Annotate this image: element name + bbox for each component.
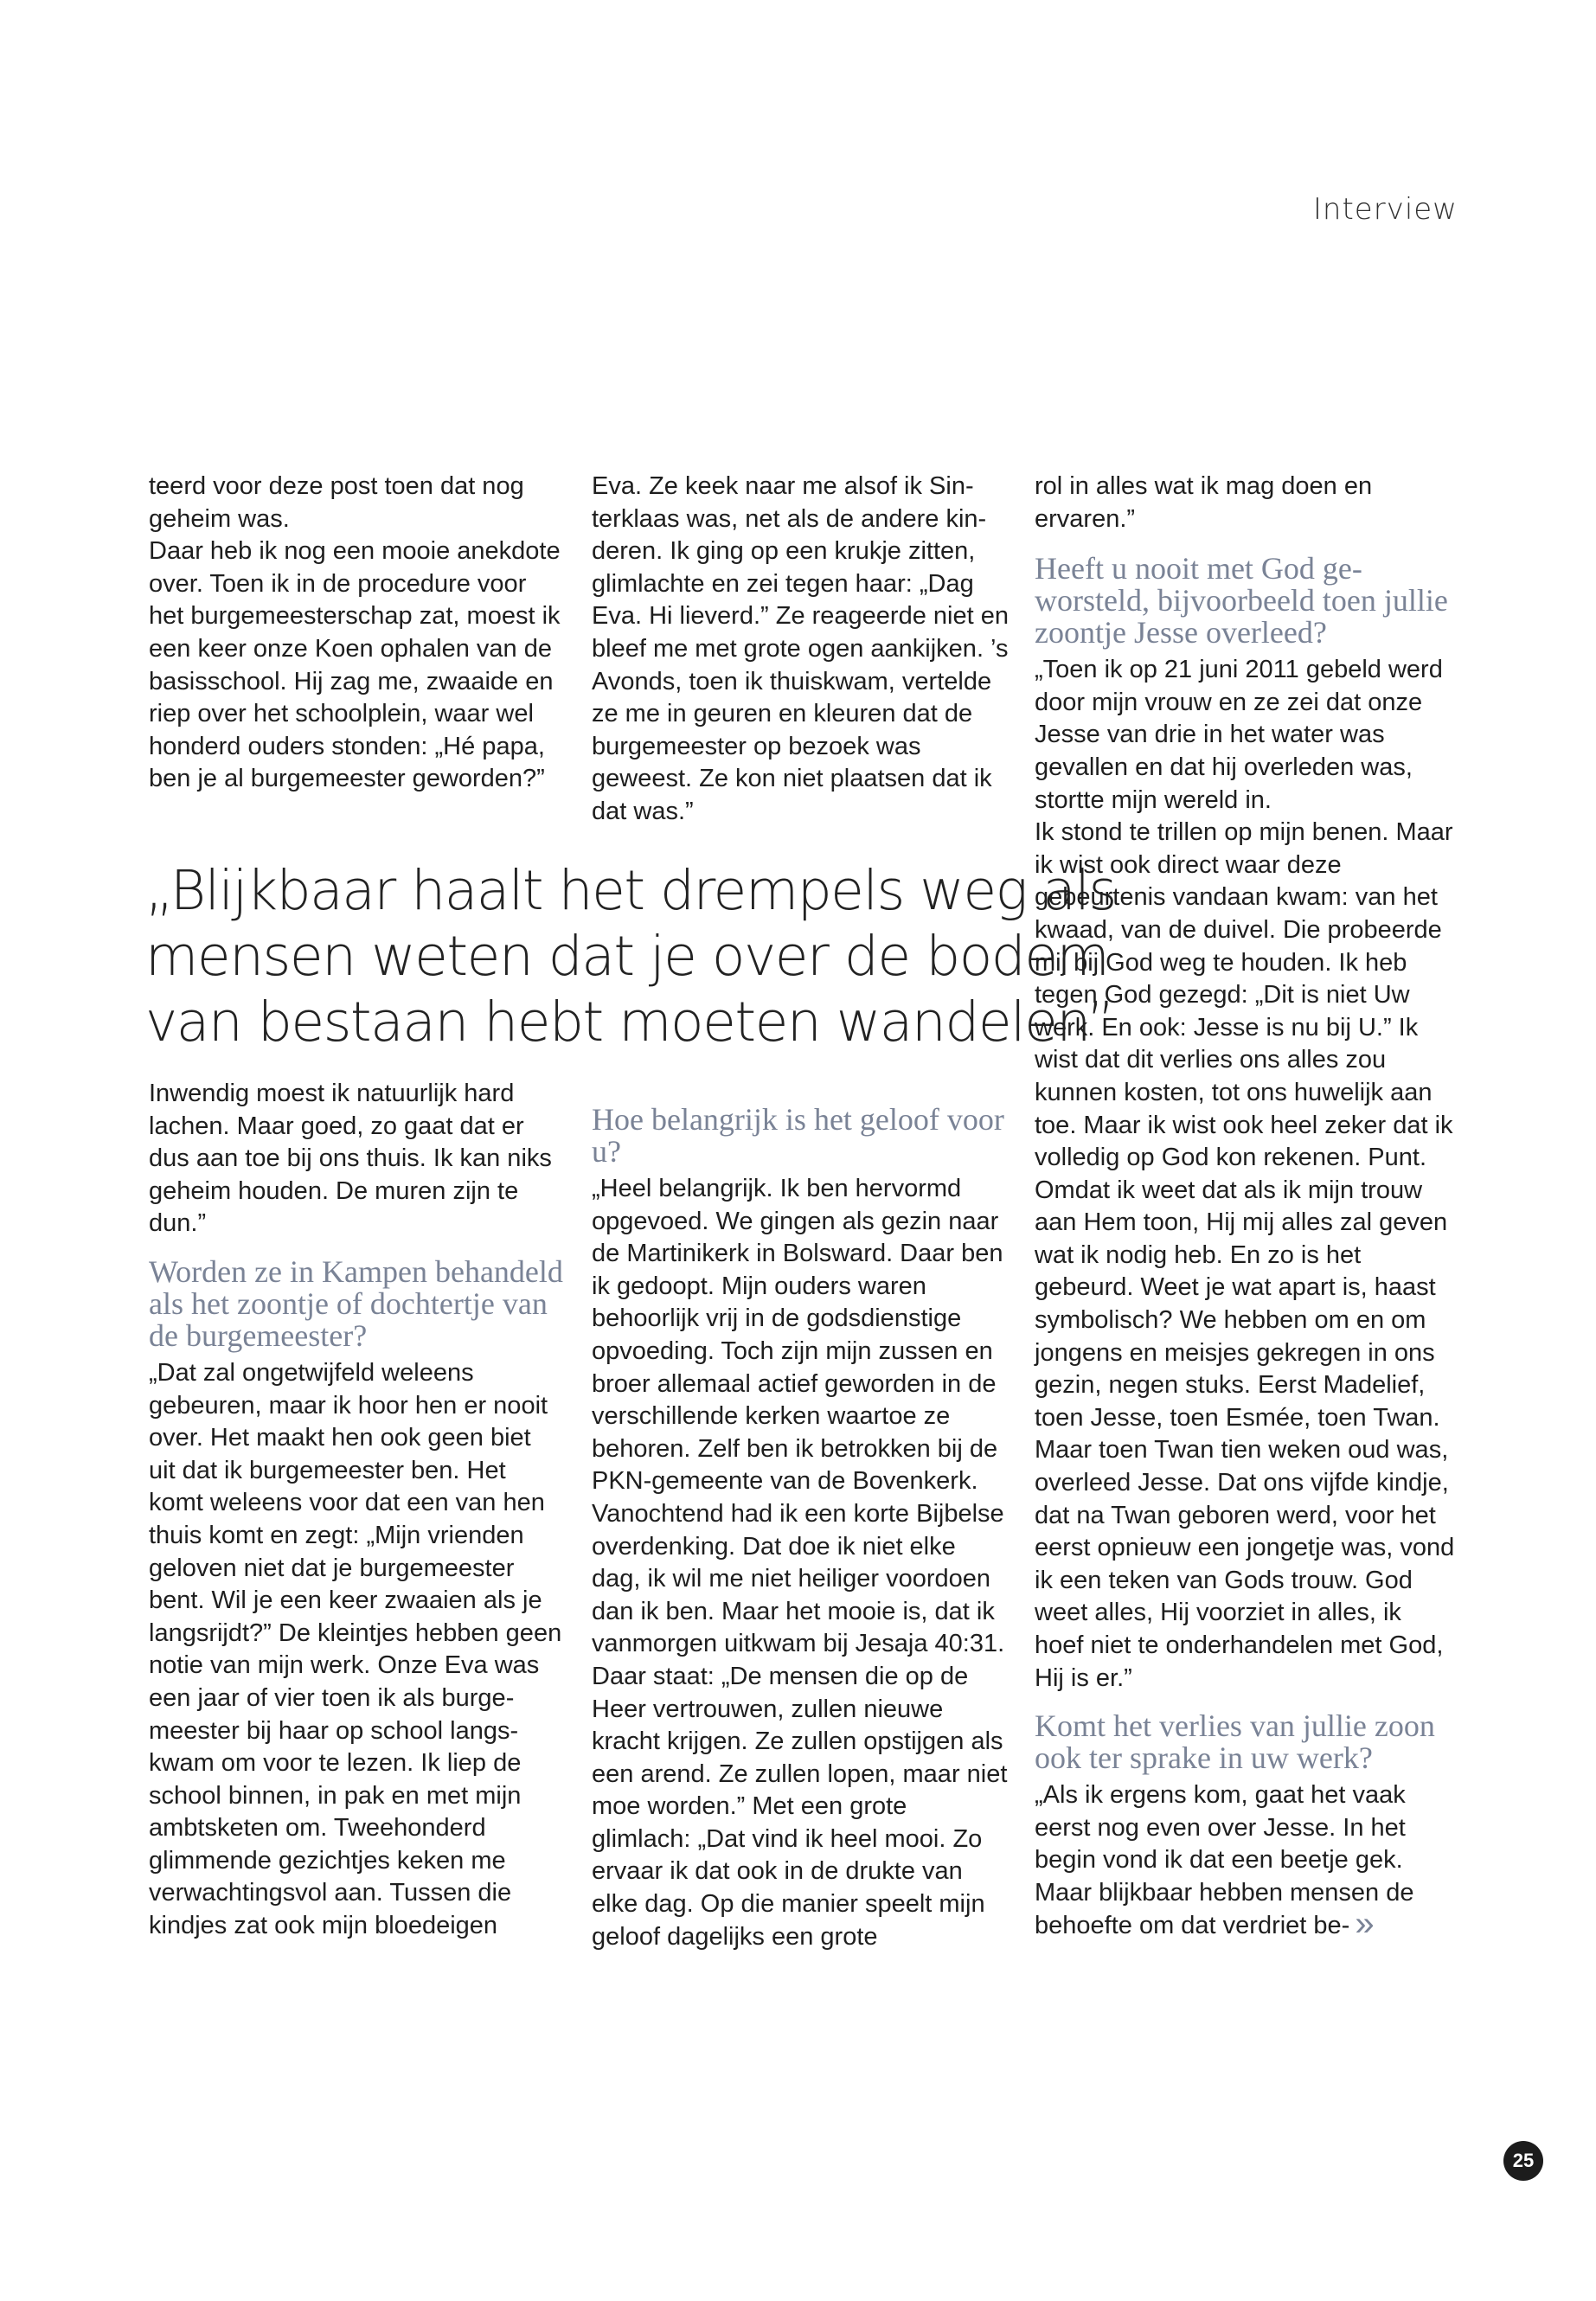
paragraph: Daar heb ik nog een mooie anekdote over. Toen ik in de procedure voor het burgemeesterschap zat, moest ik een keer onze Koen ophalen van de basisschool. Hij zag me, zwaaide en riep over het schoolplein, waar wel honderd ouders stonden: „Hé papa, ben je al burgemeester geworden?”	[149, 537, 561, 793]
last-paragraph	[1035, 1779, 1457, 1942]
paragraph: Inwendig moest ik natuurlijk hard lachen. Maar goed, zo gaat dat er dus aan toe bij ons thuis. Ik kan niks geheim houden. De muren zijn te dun.”	[149, 1080, 552, 1238]
interview-question: Heeft u nooit met God geworsteld, bijvoorbeeld toen jullie zoontje Jesse overleed?	[1035, 551, 1448, 651]
interview-question: Hoe belangrijk is het geloof voor u?	[592, 1102, 1004, 1169]
pull-quote	[145, 858, 1116, 1055]
page-number: 25	[1503, 2141, 1543, 2181]
interview-question: Komt het verlies van jullie zoon ook ter sprake in uw werk?	[1035, 1708, 1435, 1776]
pull-quote-line: „Blijkbaar haalt het drempels weg als	[145, 859, 1116, 922]
paragraph: Ik stond te trillen op mijn benen. Maar ik wist ook direct waar deze gebeurtenis vandaan kwam: van het kwaad, van de duivel. Die probeerde mij bij God weg te houden. Ik heb tegen God gezegd: „Dit is niet Uw werk. En ook: Jesse is nu bij U.” Ik wist dat dit verlies ons alles zou kunnen kosten, tot ons huwelijk aan toe. Maar ik wist ook heel zeker dat ik volledig op God kon rekenen. Punt. Omdat ik weet dat als ik mijn trouw aan Hem toon, Hij mij alles zal geven wat ik nodig heb. En zo is het gebeurd. Weet je wat apart is, haast symbolisch? We hebben om en om jongens en meisjes gekregen in ons gezin, negen stuks. Eerst Madelief, toen Jesse, toen Esmée, toen Twan. Maar toen Twan tien weken oud was, overleed Jesse. Dat ons vijfde kindje, dat na Twan geboren werd, voor het eerst opnieuw een jongetje was, vond ik een teken van Gods trouw. God weet alles, Hij voorziet in alles, ik hoef niet te onderhandelen met God, Hij is er.”	[1035, 818, 1455, 1692]
paragraph: Eva. Ze keek naar me alsof ik Sinterklaas was, net als de andere kinderen. Ik ging op een krukje zitten, glimlachte en zei tegen haar: „Dag Eva. Hi lieverd.” Ze reageerde niet en bleef me met grote ogen aankijken. ’s Avonds, toen ik thuiskwam, vertelde ze me in geuren en kleuren dat de burgemeester op bezoek was geweest. Ze kon niet plaatsen dat ik dat was.”	[592, 472, 1009, 825]
column-2-bottom	[592, 1104, 1009, 1953]
column-2-top	[592, 471, 1009, 829]
column-3	[1035, 471, 1457, 1942]
pull-quote-line: van bestaan hebt moeten wandelen”	[145, 990, 1114, 1054]
pull-quote-line: mensen weten dat je over de bodem	[145, 925, 1109, 988]
paragraph: rol in alles wat ik mag doen en ervaren.”	[1035, 472, 1373, 533]
paragraph: „Toen ik op 21 juni 2011 gebeld werd door mijn vrouw en ze zei dat onze Jesse van drie in het water was gevallen en dat hij overleden was, stortte mijn wereld in.	[1035, 656, 1443, 814]
paragraph-text: „Als ik ergens kom, gaat het vaak eerst nog even over Jesse. In het begin vond ik dat een beetje gek. Maar blijkbaar hebben mensen de behoefte om dat verdriet be-	[1035, 1781, 1414, 1939]
column-1-top	[149, 471, 564, 796]
paragraph: „Heel belangrijk. Ik ben hervormd opgevoed. We gingen als gezin naar de Martinikerk in Bolsward. Daar ben ik gedoopt. Mijn ouders waren behoorlijk vrij in de godsdienstige opvoeding. Toch zijn mijn zussen en broer allemaal actief geworden in de verschillende kerken waartoe ze behoren. Zelf ben ik betrokken bij de PKN-gemeente van de Bovenkerk. Vanochtend had ik een korte Bijbelse overdenking. Dat doe ik niet elke dag, ik wil me niet heiliger voordoen dan ik ben. Maar het mooie is, dat ik vanmorgen uitkwam bij Jesaja 40:31. Daar staat: „De mensen die op de Heer vertrouwen, zullen nieuwe kracht krijgen. Ze zullen opstijgen als een arend. Ze zullen lopen, maar niet moe worden.” Met een grote glimlach: „Dat vind ik heel mooi. Zo ervaar ik dat ook in de drukte van elke dag. Op die manier speelt mijn geloof dagelijks een grote	[592, 1175, 1008, 1951]
interview-question: Worden ze in Kampen behandeld als het zoontje of dochtertje van de burgemeester?	[149, 1253, 563, 1353]
section-label: Interview	[1312, 192, 1458, 227]
double-chevron-right-icon: »	[1355, 1904, 1375, 1943]
column-1-bottom	[149, 1078, 564, 1943]
paragraph: teerd voor deze post toen dat nog geheim was.	[149, 472, 524, 533]
paragraph: „Dat zal ongetwijfeld weleens gebeuren, maar ik hoor hen er nooit over. Het maakt hen ook geen biet uit dat ik burgemeester ben. Het komt weleens voor dat een van hen thuis komt en zegt: „Mijn vrienden geloven niet dat je burgemeester bent. Wil je een keer zwaaien als je langsrijdt?” De kleintjes hebben geen notie van mijn werk. Onze Eva was een jaar of vier toen ik als burgemeester bij haar op school langskwam om voor te lezen. Ik liep de school binnen, in pak en met mijn ambtsketen om. Tweehonderd glimmende gezichtjes keken me verwachtingsvol aan. Tussen die kindjes zat ook mijn bloedeigen	[149, 1358, 562, 1940]
